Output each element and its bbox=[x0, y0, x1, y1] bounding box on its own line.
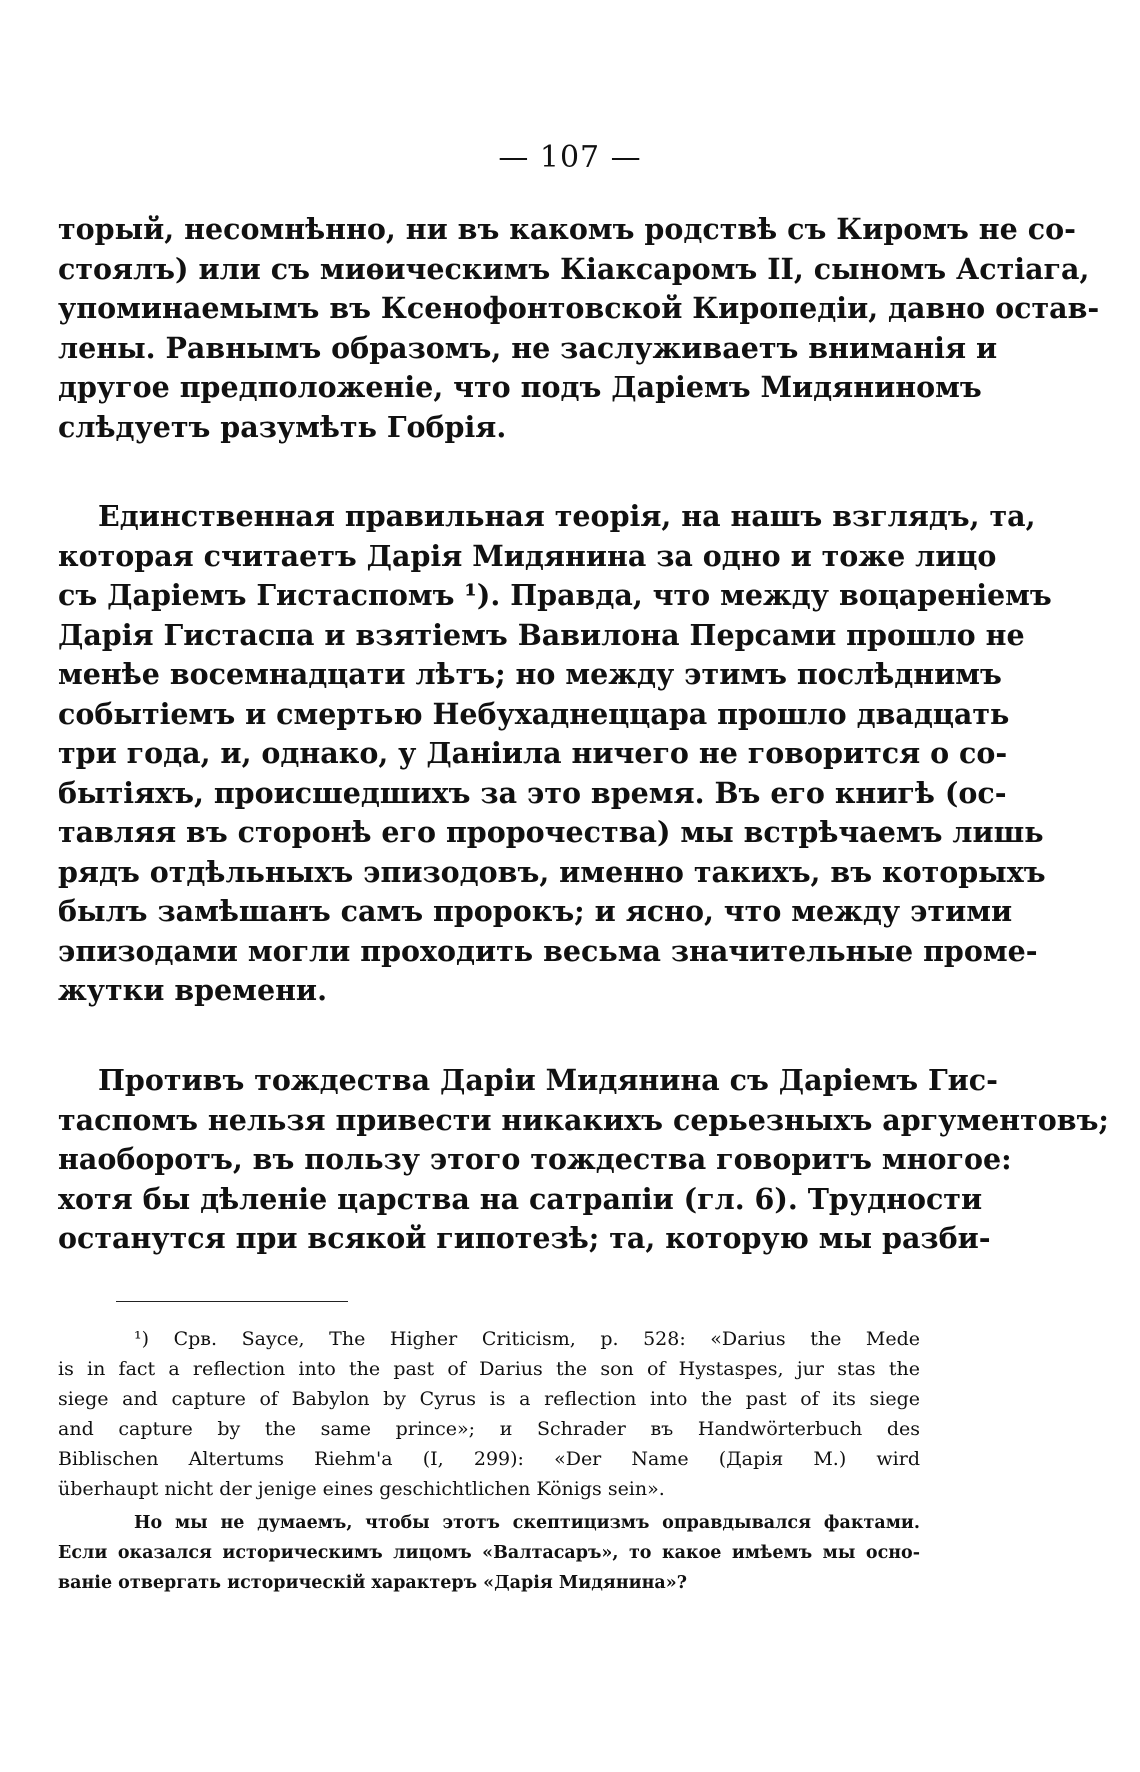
text-line: Противъ тождества Даріи Мидянина съ Даріемъ Гис- bbox=[98, 1063, 998, 1097]
paragraph-1 bbox=[58, 210, 1100, 447]
footnote-line: Но мы не думаемъ, чтобы этотъ скептицизмъ оправдывался фактами. bbox=[134, 1513, 920, 1533]
text-line: съ Даріемъ Гистаспомъ ¹). Правда, что между воцареніемъ bbox=[58, 578, 1052, 612]
footnote-line: is in fact a reflection into the past of Darius the son of Hystaspes, jur stas the bbox=[58, 1358, 920, 1380]
paragraph-2 bbox=[58, 497, 1052, 1011]
text-line: лены. Равнымъ образомъ, не заслуживаетъ вниманія и bbox=[58, 330, 998, 365]
text-line: упоминаемымъ въ Ксенофонтовской Киропедіи, давно остав- bbox=[58, 291, 1100, 325]
text-line: хотя бы дѣленіе царства на сатрапіи (гл. 6). Трудности bbox=[58, 1181, 983, 1216]
text-line: тавляя въ сторонѣ его пророчества) мы встрѣчаемъ лишь bbox=[58, 815, 1044, 849]
text-line: рядъ отдѣльныхъ эпизодовъ, именно такихъ, въ которыхъ bbox=[58, 854, 1046, 889]
text-line: жутки времени. bbox=[58, 973, 327, 1007]
text-line: слѣдуетъ разумѣть Гобрія. bbox=[58, 409, 507, 444]
page-number: — 107 — bbox=[498, 140, 642, 175]
footnote-divider bbox=[116, 1301, 348, 1302]
footnote-line: Если оказался историческимъ лицомъ «Валтасаръ», то какое имѣемъ мы осно- bbox=[58, 1543, 920, 1563]
text-line: стоялъ) или съ миѳическимъ Кіаксаромъ II, сыномъ Астіага, bbox=[58, 251, 1090, 286]
text-line: бытіяхъ, происшедшихъ за это время. Въ его книгѣ (ос- bbox=[58, 775, 1007, 810]
footnote-1 bbox=[58, 1324, 920, 1504]
footnote-line: Biblischen Altertums Riehm'a (I, 299): «Der Name (Дарія М.) wird bbox=[58, 1448, 920, 1470]
text-line: наоборотъ, въ пользу этого тождества говоритъ многое: bbox=[58, 1142, 1012, 1176]
footnote-line: and capture by the same prince»; и Schrader въ Handwörterbuch des bbox=[58, 1418, 920, 1440]
text-line: которая считаетъ Дарія Мидянина за одно и тоже лицо bbox=[58, 538, 997, 573]
text-line: Единственная правильная теорія, на нашъ взглядъ, та, bbox=[98, 499, 1036, 533]
footnote-2 bbox=[58, 1508, 920, 1598]
footnote-line: ваніе отвергать историческій характеръ «Дарія Мидянина»? bbox=[58, 1573, 687, 1593]
text-line: менѣе восемнадцати лѣтъ; но между этимъ послѣднимъ bbox=[58, 657, 1002, 691]
text-line: другое предположеніе, что подъ Даріемъ Мидяниномъ bbox=[58, 370, 982, 404]
footnote-line: ¹) Срв. Sayce, The Higher Criticism, p. 528: «Darius the Mede bbox=[134, 1328, 920, 1350]
text-line: останутся при всякой гипотезѣ; та, которую мы разби- bbox=[58, 1221, 991, 1255]
text-line: эпизодами могли проходить весьма значительные проме- bbox=[58, 933, 1038, 968]
text-line: таспомъ нельзя привести никакихъ серьезныхъ аргументовъ; bbox=[58, 1102, 1109, 1137]
text-line: былъ замѣшанъ самъ пророкъ; и ясно, что между этими bbox=[58, 894, 1013, 928]
text-line: Дарія Гистаспа и взятіемъ Вавилона Персами прошло не bbox=[58, 617, 1025, 652]
text-line: событіемъ и смертью Небухаднеццара прошло двадцать bbox=[58, 696, 1010, 731]
paragraph-3 bbox=[58, 1061, 1109, 1259]
footnote-line: überhaupt nicht der jenige eines geschichtlichen Königs sein». bbox=[58, 1478, 665, 1500]
footnote-line: siege and capture of Babylon by Cyrus is a reflection into the past of its siege bbox=[58, 1388, 920, 1410]
text-line: три года, и, однако, у Даніила ничего не говорится о со- bbox=[58, 736, 1008, 770]
text-line: торый, несомнѣнно, ни въ какомъ родствѣ съ Киромъ не со- bbox=[58, 212, 1076, 246]
